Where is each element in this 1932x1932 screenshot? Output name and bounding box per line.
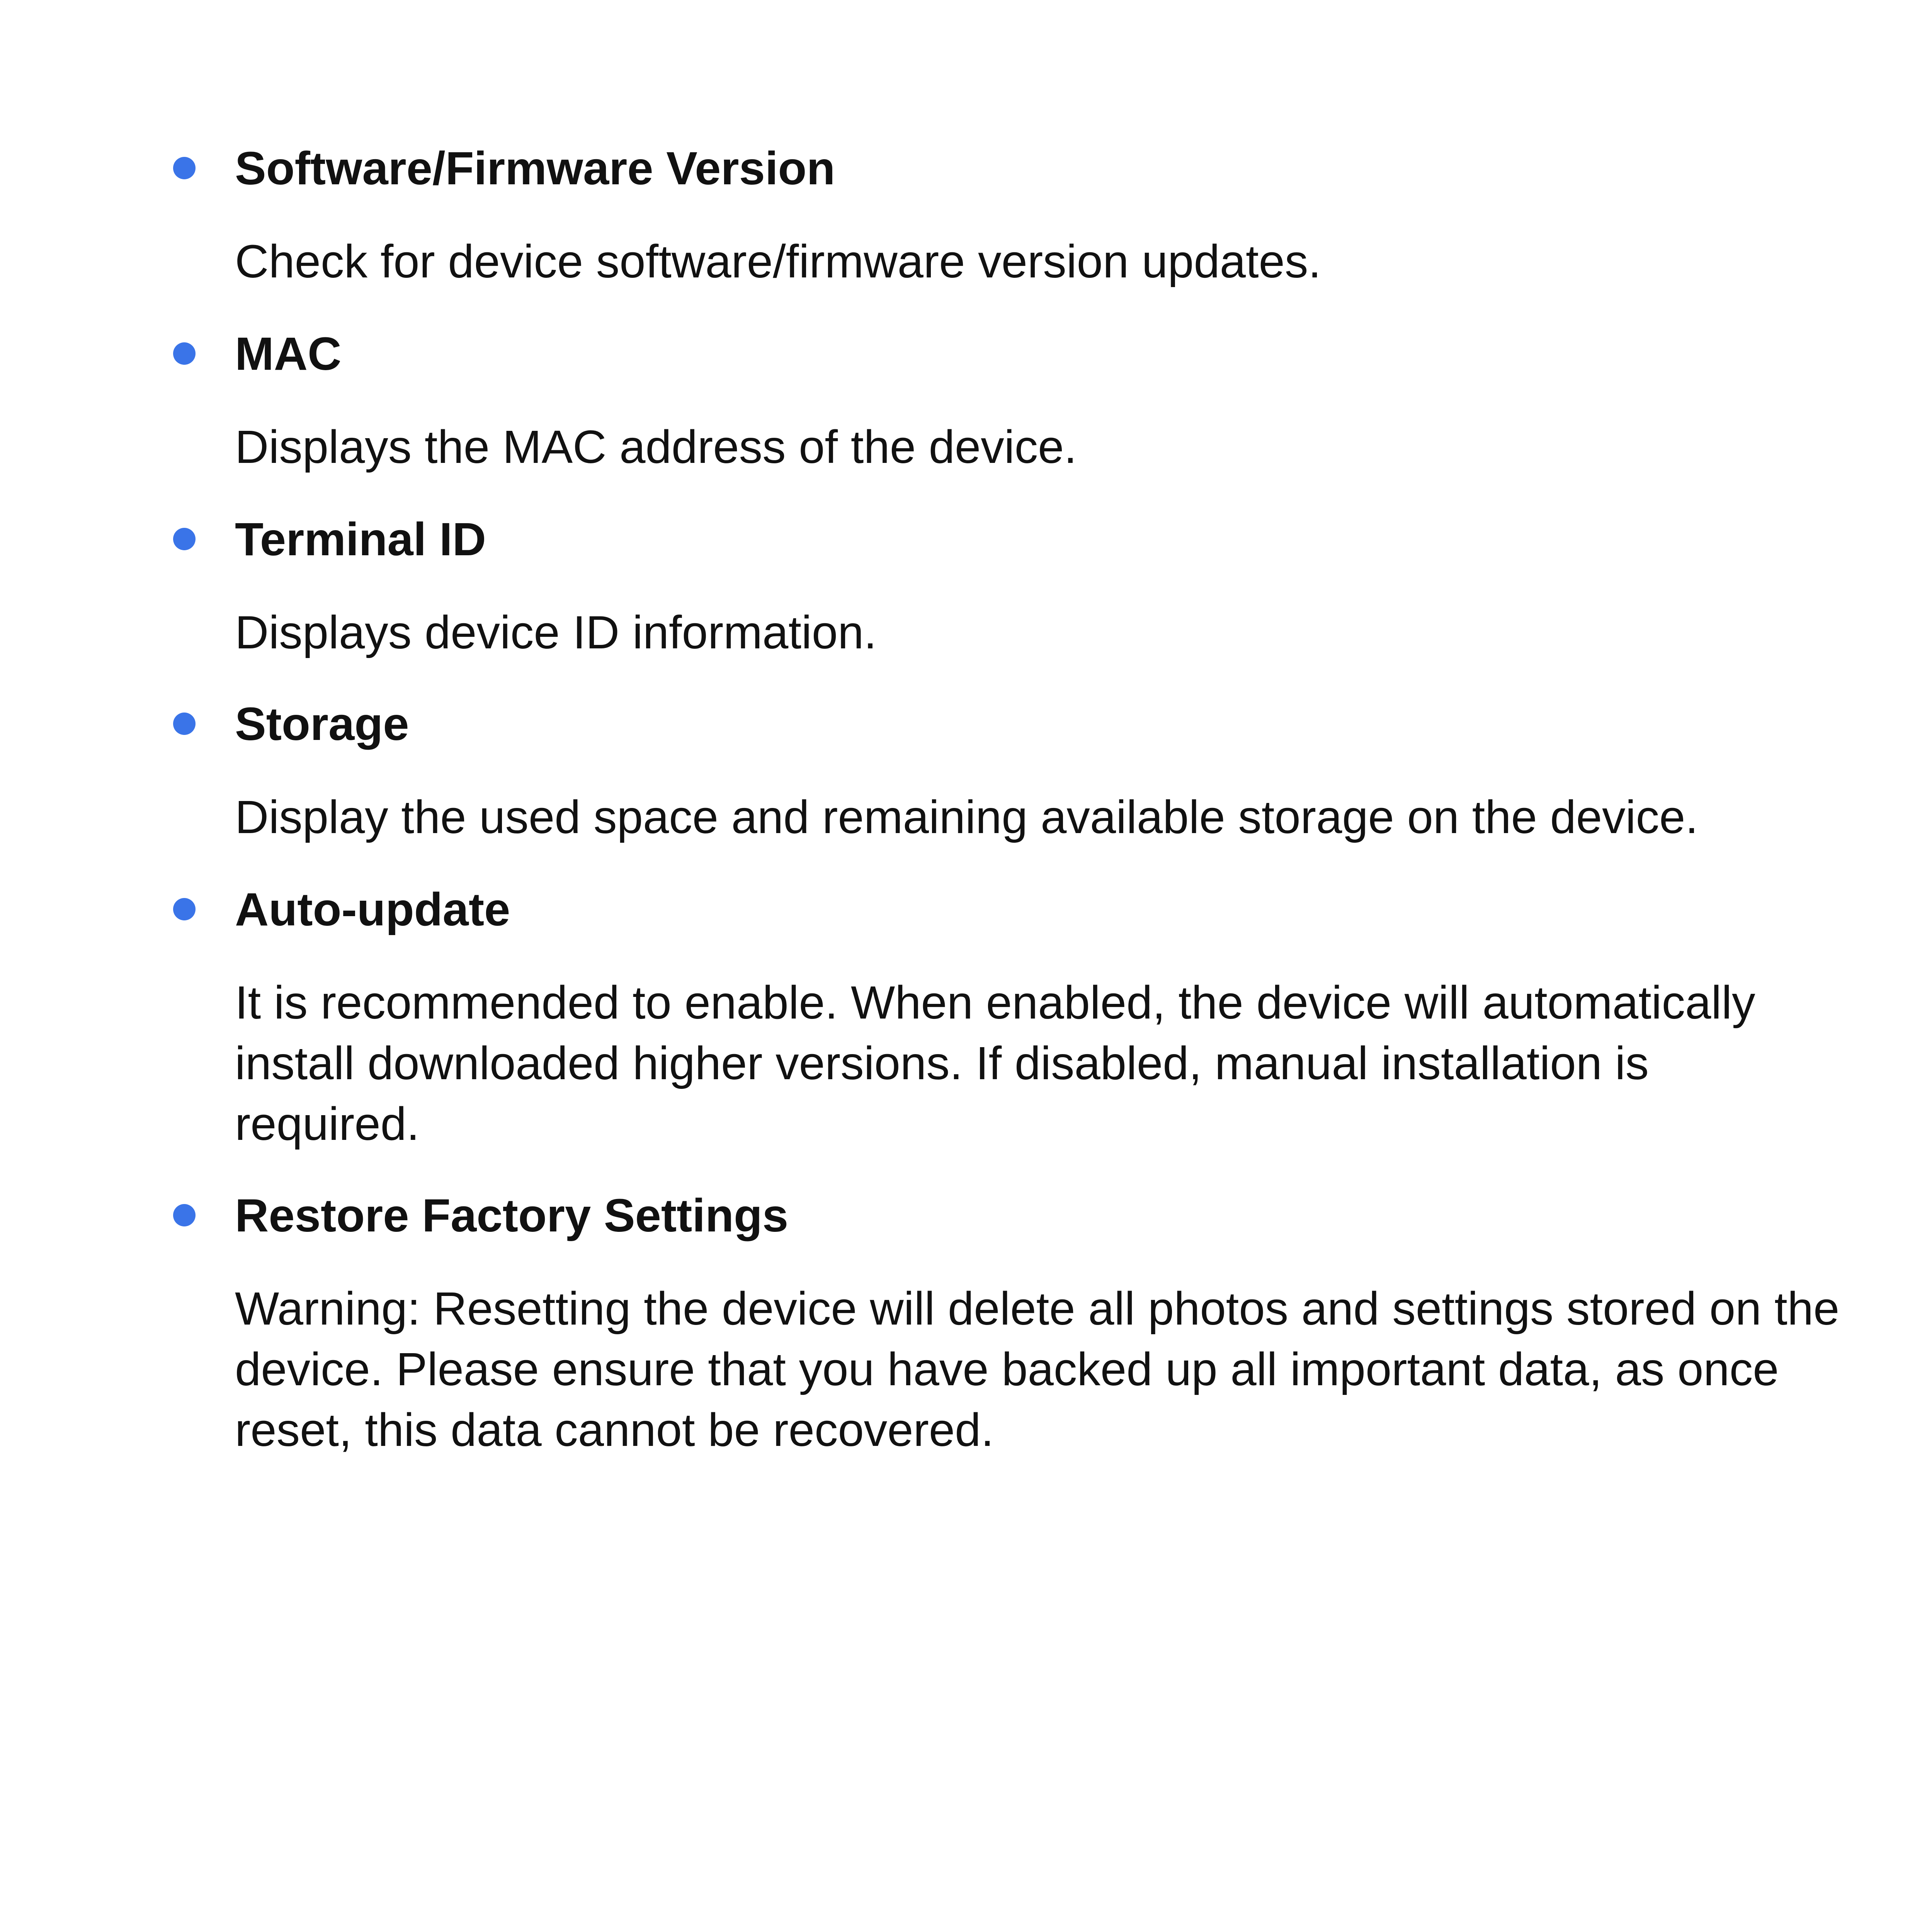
bullet-icon: [173, 342, 196, 365]
item-title: MAC: [235, 327, 342, 380]
item-description: Displays the MAC address of the device.: [235, 420, 1077, 473]
item-description: Check for device software/firmware version updates.: [235, 235, 1321, 287]
bullet-icon: [173, 157, 196, 179]
bullet-icon: [173, 713, 196, 735]
item-title: Auto-update: [235, 883, 510, 935]
bullet-icon: [173, 898, 196, 920]
item-description: Displays device ID information.: [235, 606, 877, 658]
item-title: Restore Factory Settings: [235, 1189, 789, 1242]
item-description: Display the used space and remaining available storage on the device.: [235, 791, 1698, 843]
item-description: Warning: Resetting the device will delete all photos and settings stored on the device. Please ensure that you have backed up all important data, as once reset, this data cannot be recovered.: [235, 1282, 1840, 1456]
item-title: Terminal ID: [235, 513, 486, 565]
bullet-icon: [173, 1204, 196, 1226]
item-title: Storage: [235, 697, 409, 750]
item-title: Software/Firmware Version: [235, 142, 835, 194]
item-description: It is recommended to enable. When enabled, the device will automatically install downloaded higher versions. If disabled, manual installation is required.: [235, 976, 1755, 1150]
bullet-icon: [173, 528, 196, 550]
